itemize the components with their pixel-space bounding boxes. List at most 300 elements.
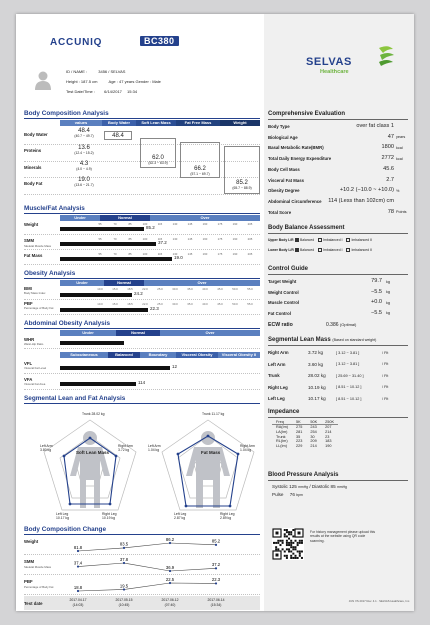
comp-value: 45.6 bbox=[383, 165, 394, 172]
mfa-row-divider bbox=[24, 234, 260, 235]
impedance-cell: 190 bbox=[325, 444, 332, 449]
comp-value: 2.7 bbox=[386, 176, 394, 183]
tick-label: 25.0 bbox=[157, 302, 163, 306]
qr-text: For history management please upload this results at the website using QR code scanning. bbox=[310, 530, 376, 543]
obesity-normal: Normal bbox=[104, 280, 144, 286]
impedance-cell: 214 bbox=[310, 444, 317, 449]
comp-label: Biological Age bbox=[268, 134, 298, 140]
bca-col-water: Body Water bbox=[102, 120, 136, 126]
abdominal-whr-bar bbox=[60, 341, 124, 345]
impedance-cell: 30 bbox=[310, 434, 315, 439]
tick-label: 205 bbox=[247, 237, 253, 241]
bca-title: Body Composition Analysis bbox=[24, 110, 109, 117]
obesity-pbf-value: 22.3 bbox=[150, 306, 159, 311]
mfa-over: Over bbox=[150, 215, 260, 221]
abdominal-whr-sub: Waist-Hip Ratio bbox=[24, 342, 44, 346]
impedance-rule bbox=[268, 417, 408, 418]
abdominal-vfa-sub: Visceral Fat Area bbox=[24, 382, 46, 386]
change-point-label: 85.2 bbox=[211, 538, 221, 544]
abdominal-vfa-bar bbox=[60, 382, 136, 386]
segmental-title: Segmental Lean and Fat Analysis bbox=[24, 395, 126, 402]
tick-label: 205 bbox=[247, 222, 253, 226]
tick-label: 18.5 bbox=[127, 287, 133, 291]
ctrl-unit: kg bbox=[386, 290, 391, 295]
impedance-row bbox=[272, 444, 338, 449]
change-point bbox=[169, 570, 171, 572]
change-point-label: 86.2 bbox=[165, 536, 175, 542]
change-smm-label: SMM bbox=[24, 559, 35, 564]
mfa-smm-label: SMM bbox=[24, 238, 35, 243]
change-point-label: 19.5 bbox=[119, 583, 129, 589]
comp-value: over fat class 1 bbox=[356, 123, 394, 129]
tick-label: 85 bbox=[128, 222, 132, 226]
cat-balanced: Balanced bbox=[108, 352, 140, 358]
imbalanced1-checkbox[interactable] bbox=[318, 238, 322, 242]
tick-label: 25.0 bbox=[157, 287, 163, 291]
change-point-label: 37.4 bbox=[73, 560, 83, 566]
tick-label: 15.0 bbox=[112, 302, 118, 306]
change-dates bbox=[60, 597, 260, 610]
bca-col-slm: Soft Lean Mass bbox=[136, 120, 176, 126]
slm-row-range: [ 8.51 ~ 10.12 ] bbox=[336, 396, 362, 401]
slm-title: Segmental Lean Mass (Based on standard weight) bbox=[268, 337, 377, 343]
tick-label: 22.0 bbox=[142, 287, 148, 291]
mfa-weight-bar bbox=[60, 227, 144, 231]
ctrl-label: Fat Control bbox=[268, 310, 291, 316]
bca-minerals-value: 4.3 (4.0 ~ 4.9) bbox=[76, 161, 92, 171]
bca-row-water-label: Body Water bbox=[24, 132, 48, 137]
obesity-rule bbox=[24, 278, 260, 279]
right-column bbox=[264, 14, 414, 611]
abdominal-vfl-sub: Visceral Fat Level bbox=[24, 366, 47, 370]
abdominal-vfa-label: VFA bbox=[24, 377, 33, 382]
tick-label: 175 bbox=[217, 237, 223, 241]
tick-label: 10.0 bbox=[97, 302, 103, 306]
tick-label: 100 bbox=[142, 237, 148, 241]
comp-label: Abdominal Circumference bbox=[268, 198, 322, 204]
abdominal-vfl-bar bbox=[60, 366, 170, 370]
logo-name: SELVAS bbox=[306, 56, 352, 68]
change-date: 2017.04.17 (14:03) bbox=[69, 598, 87, 607]
change-point bbox=[169, 542, 171, 544]
tick-label: 160 bbox=[202, 252, 208, 256]
change-date: 2017.06.14 (15:34) bbox=[207, 598, 225, 607]
balance-upper-label: Upper Body L/R bbox=[268, 238, 294, 242]
bca-col-weight: Weight bbox=[220, 120, 260, 126]
mfa-weight-label: Weight bbox=[24, 222, 39, 227]
balance-upper-row: Upper Body L/R Balanced Imbalanced Ⅰ Imbalanced Ⅱ bbox=[268, 238, 372, 242]
cat-visceral-2: Visceral Obesity II bbox=[218, 352, 260, 358]
lean-left-leg: Left Leg 10.17 kg bbox=[56, 512, 70, 520]
obesity-pbf-bar bbox=[60, 308, 148, 312]
tick-label: 130 bbox=[172, 237, 178, 241]
mfa-title: Muscle/Fat Analysis bbox=[24, 205, 85, 212]
change-date: 2017.05.15 (10:45) bbox=[115, 598, 133, 607]
segmental-rule bbox=[24, 403, 260, 404]
brand-logo: ACCUNIQ bbox=[50, 37, 103, 48]
model-badge: BC380 bbox=[140, 36, 179, 46]
bp-systolic-row: Systolic 125 mmHg / Diastolic 85 mmHg bbox=[272, 484, 347, 489]
obesity-pbf-sub: Percentage of Body Fat bbox=[24, 306, 54, 310]
impedance-cell: 207 bbox=[325, 425, 332, 429]
change-point-label: 81.8 bbox=[73, 544, 83, 550]
tick-label: 55 bbox=[98, 252, 102, 256]
obesity-header bbox=[60, 280, 260, 286]
impedance-cell: RL(Im) bbox=[276, 439, 288, 444]
mfa-fat-value: 19.0 bbox=[174, 255, 183, 260]
abdominal-vfl-value: 12 bbox=[172, 364, 178, 369]
tick-label: 115 bbox=[157, 222, 163, 226]
tick-label: 15.0 bbox=[112, 287, 118, 291]
balanced-checkbox-checked[interactable] bbox=[295, 238, 299, 242]
bca-ffm-box: 66.2 (57.1 ~ 69.7) bbox=[180, 142, 220, 178]
left-column bbox=[24, 14, 260, 611]
mfa-row-divider bbox=[24, 264, 260, 265]
comp-value: 47 bbox=[387, 133, 394, 140]
imbalanced2-checkbox[interactable] bbox=[346, 248, 350, 252]
fat-right-leg: Right Leg 2.89 kg bbox=[220, 512, 235, 520]
slm-row-value: 10.19 kg bbox=[308, 384, 326, 390]
change-series-line bbox=[78, 583, 216, 591]
obesity-row-divider bbox=[24, 314, 260, 315]
bca-row-proteins-label: Proteins bbox=[24, 148, 42, 153]
mfa-smm-sub: Skeletal Muscle Mass bbox=[24, 244, 52, 248]
tick-label: 35.0 bbox=[187, 287, 193, 291]
change-point bbox=[123, 588, 125, 590]
bca-rule bbox=[24, 118, 260, 119]
change-point bbox=[215, 567, 217, 569]
impedance-cell: LA(Im) bbox=[276, 429, 288, 434]
bp-pulse-row: Pulse 76 bpm bbox=[272, 492, 303, 497]
bca-row-fat-label: Body Fat bbox=[24, 181, 43, 186]
slm-row-range: [ 8.51 ~ 10.12 ] bbox=[336, 385, 362, 389]
tick-label: 130 bbox=[172, 222, 178, 226]
change-point bbox=[123, 547, 125, 549]
change-title: Body Composition Change bbox=[24, 526, 107, 533]
obesity-bmi-bar bbox=[60, 293, 132, 297]
bp-title: Blood Pressure Analysis bbox=[268, 472, 339, 478]
impedance-header-cell: Freq bbox=[272, 420, 292, 425]
comp-unit: kcal bbox=[396, 156, 403, 161]
tick-label: 45.0 bbox=[217, 287, 223, 291]
comp-value: 1800 bbox=[381, 144, 394, 151]
impedance-header-cell: 5K bbox=[292, 420, 306, 425]
balance-lower-label: Lower Body L/R bbox=[268, 248, 294, 252]
lean-center-label: Soft Lean Mass bbox=[76, 450, 110, 455]
tick-label: 70 bbox=[113, 237, 117, 241]
impedance-cell: 23 bbox=[325, 434, 330, 439]
impedance-cell: Trunk bbox=[276, 434, 286, 439]
ctrl-label: Target Weight bbox=[268, 279, 297, 284]
change-pbf-label: PBF bbox=[24, 579, 33, 584]
change-series-line bbox=[78, 563, 216, 571]
control-title: Control Guide bbox=[268, 266, 308, 272]
tick-label: 85 bbox=[128, 252, 132, 256]
obesity-bmi-value: 24.2 bbox=[134, 291, 143, 296]
obesity-pbf-label: PBF bbox=[24, 301, 33, 306]
obesity-over: Over bbox=[144, 280, 260, 286]
lean-pentagon-chart bbox=[40, 416, 140, 514]
abdominal-vfa-value: 114 bbox=[138, 380, 146, 385]
bca-slm-box: 62.0 (52.3 ~ 63.9) bbox=[140, 138, 176, 168]
ctrl-value: −5.5 bbox=[370, 309, 382, 316]
change-weight-label: Weight bbox=[24, 539, 39, 544]
abdominal-normal: Normal bbox=[116, 330, 160, 336]
tick-label: 190 bbox=[232, 252, 238, 256]
mfa-fat-label: Fat Mass bbox=[24, 253, 43, 258]
ecw-value: 0.386 (Optimal) bbox=[326, 322, 357, 328]
ctrl-unit: kg bbox=[386, 300, 391, 305]
change-point bbox=[123, 562, 125, 564]
change-point-label: 18.8 bbox=[73, 584, 83, 590]
tick-label: 55 bbox=[98, 237, 102, 241]
change-row-divider bbox=[24, 594, 260, 595]
tick-label: 40.0 bbox=[202, 302, 208, 306]
impedance-cell: 214 bbox=[325, 429, 332, 434]
balanced-checkbox-checked[interactable] bbox=[295, 248, 299, 252]
balance-rule bbox=[268, 233, 408, 234]
qr-code-icon[interactable] bbox=[272, 528, 304, 560]
change-point bbox=[215, 582, 217, 584]
imbalanced1-checkbox[interactable] bbox=[318, 248, 322, 252]
change-point bbox=[169, 582, 171, 584]
bca-fat-value: 19.0 (13.6 ~ 21.7) bbox=[74, 177, 94, 187]
ctrl-value: −5.5 bbox=[370, 288, 382, 295]
comp-value: +10.2 (−10.0 ~ +10.0) bbox=[339, 187, 394, 194]
impedance-cell: 281 bbox=[296, 429, 303, 434]
comp-label: Basal Metabolic Rate(BMR) bbox=[268, 145, 324, 151]
impedance-table bbox=[272, 420, 338, 449]
obesity-bmi-sub: Body Mass Index bbox=[24, 291, 46, 295]
cat-subcutaneous: Subcutaneous bbox=[60, 352, 108, 358]
slm-row-flag: / Fit bbox=[382, 362, 389, 366]
slm-row-label: Right Arm bbox=[268, 350, 289, 355]
slm-row-label: Left Leg bbox=[268, 396, 285, 401]
change-point-label: 83.5 bbox=[119, 541, 129, 547]
change-line-chart bbox=[60, 536, 260, 594]
bca-row-minerals-label: Minerals bbox=[24, 165, 42, 170]
abdominal-rule bbox=[24, 328, 260, 329]
tick-label: 55 bbox=[98, 222, 102, 226]
obesity-row-divider bbox=[24, 299, 260, 300]
slm-row-range: [ 3.12 ~ 3.81 ] bbox=[336, 362, 360, 366]
comp-label: Body Cell Mass bbox=[268, 166, 300, 172]
mfa-rule bbox=[24, 213, 260, 214]
mfa-smm-value: 37.2 bbox=[158, 240, 167, 245]
bca-water-value: 48.4 (40.7 ~ 49.7) bbox=[74, 128, 94, 138]
ecw-label: ECW ratio bbox=[268, 322, 293, 328]
mfa-row-divider bbox=[24, 249, 260, 250]
impedance-cell: RA(Im) bbox=[276, 425, 289, 429]
balance-title: Body Balance Assessment bbox=[268, 225, 345, 231]
abdominal-row-divider bbox=[24, 373, 260, 374]
tick-label: 100 bbox=[142, 252, 148, 256]
footer-text: JUN VS 2017 Rev. 4.1 · SELVAS Healthcare, Inc. bbox=[348, 599, 410, 603]
result-sheet bbox=[16, 14, 414, 611]
tick-label: 50.0 bbox=[232, 302, 238, 306]
change-point bbox=[215, 544, 217, 546]
imbalanced2-checkbox[interactable] bbox=[346, 238, 350, 242]
fat-pentagon-chart bbox=[158, 416, 258, 514]
comp-label: Obesity Degree bbox=[268, 188, 300, 194]
bca-col-ffm: Fat Free Mass bbox=[176, 120, 220, 126]
bca-header bbox=[60, 120, 260, 127]
impedance-body bbox=[272, 425, 338, 449]
fat-center-label: Fat Mass bbox=[201, 450, 221, 455]
tick-label: 10.0 bbox=[97, 287, 103, 291]
impedance-header-cell: 250K bbox=[321, 420, 338, 425]
change-smm-sub: Skeletal Muscle Mass bbox=[24, 565, 52, 569]
obesity-bmi-label: BMI bbox=[24, 286, 32, 291]
slm-row-value: 28.02 kg bbox=[308, 373, 326, 378]
lean-left-arm: Left Arm 3.80 kg bbox=[40, 444, 53, 452]
balance-lower-row: Lower Body L/R Balanced Imbalanced Ⅰ Imbalanced Ⅱ bbox=[268, 248, 372, 252]
test-date-row: Test Date/Time : 6/14/2017 15:34 bbox=[66, 89, 138, 94]
ctrl-unit: kg bbox=[386, 279, 391, 284]
fat-left-arm: Left Arm 1.04 kg bbox=[148, 444, 161, 452]
slm-row-flag: / Fit bbox=[382, 373, 389, 378]
logo-sub: Healthcare bbox=[320, 69, 349, 75]
tick-label: 100 bbox=[142, 222, 148, 226]
tick-label: 145 bbox=[187, 252, 193, 256]
fat-trunk: Trunk 11.17 kg bbox=[202, 412, 225, 416]
lean-right-arm: Right Arm 3.72 kg bbox=[118, 444, 133, 452]
impedance-header-cell: 50K bbox=[306, 420, 321, 425]
tick-label: 18.5 bbox=[127, 302, 133, 306]
abdominal-whr-label: WHR bbox=[24, 337, 35, 342]
id-row: ID / NAME : 3456 / SELVAS bbox=[66, 69, 126, 74]
tick-label: 85 bbox=[128, 237, 132, 241]
change-point bbox=[77, 590, 79, 592]
slm-row-label: Left Arm bbox=[268, 361, 286, 367]
control-rule bbox=[268, 274, 408, 275]
tick-label: 50.0 bbox=[232, 287, 238, 291]
bca-proteins-value: 13.6 (12.4 ~ 15.2) bbox=[74, 145, 94, 155]
comp-value: 78 bbox=[387, 208, 394, 215]
user-avatar-icon bbox=[34, 70, 52, 90]
slm-row-flag: / Fit bbox=[382, 350, 389, 355]
slm-row-value: 10.17 kg bbox=[308, 396, 326, 401]
lean-right-leg: Right Leg 10.19 kg bbox=[102, 512, 117, 520]
comp-unit: Points bbox=[396, 210, 407, 215]
bca-weight-box: 85.2 (65.7 ~ 88.9) bbox=[224, 146, 260, 194]
change-point-label: 22.3 bbox=[211, 577, 221, 583]
impedance-cell: LL(Im) bbox=[276, 444, 287, 449]
abdominal-category-header bbox=[60, 352, 260, 358]
tick-label: 190 bbox=[232, 222, 238, 226]
change-point-label: 37.8 bbox=[119, 556, 129, 562]
change-point-label: 37.2 bbox=[211, 562, 221, 568]
tick-label: 160 bbox=[202, 237, 208, 241]
tick-label: 30.0 bbox=[172, 287, 178, 291]
fat-right-arm: Right Arm 1.04 kg bbox=[240, 444, 255, 452]
tick-label: 175 bbox=[217, 222, 223, 226]
tick-label: 115 bbox=[157, 252, 163, 256]
ctrl-value: 79.7 bbox=[371, 278, 382, 284]
impedance-cell: 209 bbox=[310, 439, 317, 444]
selvas-logo-icon bbox=[376, 44, 396, 66]
tick-label: 70 bbox=[113, 252, 117, 256]
impedance-cell: 183 bbox=[325, 439, 332, 444]
mfa-under: Under bbox=[60, 215, 100, 221]
obesity-under: Under bbox=[60, 280, 104, 286]
comp-label: Total Daily Energy Expenditure bbox=[268, 156, 332, 162]
change-point-label: 22.5 bbox=[165, 576, 175, 582]
slm-row-label: Trunk bbox=[268, 373, 280, 378]
tick-label: 55.0 bbox=[247, 302, 253, 306]
change-series-line bbox=[78, 543, 216, 551]
slm-row-value: 3.72 kg bbox=[308, 350, 324, 355]
tick-label: 115 bbox=[157, 237, 163, 241]
slm-row-range: [ 25.69 ~ 31.40 ] bbox=[336, 373, 364, 378]
tick-label: 130 bbox=[172, 252, 178, 256]
bca-col-values: values bbox=[60, 120, 102, 126]
comp-unit: % bbox=[396, 188, 400, 193]
height-row: Height : 187.5 cm Age : 47 years Gender : Male bbox=[66, 79, 161, 84]
comprehensive-rule bbox=[268, 119, 408, 120]
mfa-weight-value: 85.2 bbox=[146, 225, 155, 230]
change-point-label: 36.9 bbox=[165, 564, 175, 570]
comp-label: Visceral Fat Mass bbox=[268, 177, 304, 183]
impedance-cell: 254 bbox=[310, 429, 317, 434]
abdominal-title: Abdominal Obesity Analysis bbox=[24, 320, 111, 327]
tick-label: 22.0 bbox=[142, 302, 148, 306]
impedance-cell: 229 bbox=[296, 444, 303, 449]
abdominal-over: Over bbox=[160, 330, 260, 336]
cat-visceral-1: Visceral Obesity bbox=[176, 352, 218, 358]
slm-rule bbox=[268, 345, 408, 346]
change-date: 2017.06.12 (07:40) bbox=[161, 598, 179, 607]
change-test-date-label: Test date bbox=[24, 601, 43, 606]
slm-row-range: [ 3.12 ~ 3.81 ] bbox=[336, 350, 360, 355]
comp-unit: kcal bbox=[396, 145, 403, 150]
mfa-normal: Normal bbox=[100, 215, 150, 221]
ctrl-unit: kg bbox=[386, 311, 391, 316]
abdominal-vfl-label: VFL bbox=[24, 361, 33, 366]
comp-value: 114 (Less than 102cm) cm bbox=[328, 197, 394, 204]
fat-left-leg: Left Leg 2.87 kg bbox=[174, 512, 187, 520]
obesity-title: Obesity Analysis bbox=[24, 270, 76, 277]
tick-label: 145 bbox=[187, 237, 193, 241]
bca-water-box: 48.4 bbox=[104, 131, 132, 140]
comp-label: Total Score bbox=[268, 209, 292, 215]
comprehensive-title: Comprehensive Evaluation bbox=[268, 111, 346, 117]
change-point bbox=[77, 550, 79, 552]
tick-label: 145 bbox=[187, 222, 193, 226]
tick-label: 30.0 bbox=[172, 302, 178, 306]
change-pbf-sub: Percentage of Body Fat bbox=[24, 585, 54, 589]
impedance-cell: 243 bbox=[310, 425, 317, 429]
tick-label: 205 bbox=[247, 252, 253, 256]
change-rule bbox=[24, 534, 260, 535]
tick-label: 160 bbox=[202, 222, 208, 226]
bca-row-divider bbox=[24, 194, 260, 195]
abdominal-header bbox=[60, 330, 260, 336]
impedance-cell: 275 bbox=[296, 425, 303, 429]
tick-label: 190 bbox=[232, 237, 238, 241]
impedance-cell: 223 bbox=[296, 439, 303, 444]
cat-boundary: Boundary bbox=[140, 352, 176, 358]
impedance-title: Impedance bbox=[268, 409, 300, 415]
ctrl-label: Weight Control bbox=[268, 289, 299, 295]
tick-label: 55.0 bbox=[247, 287, 253, 291]
change-point bbox=[77, 565, 79, 567]
ctrl-value: +0.0 bbox=[370, 299, 382, 306]
abdominal-row-divider bbox=[24, 348, 260, 349]
impedance-cell: 35 bbox=[296, 434, 301, 439]
tick-label: 175 bbox=[217, 252, 223, 256]
mfa-smm-bar bbox=[60, 242, 156, 246]
